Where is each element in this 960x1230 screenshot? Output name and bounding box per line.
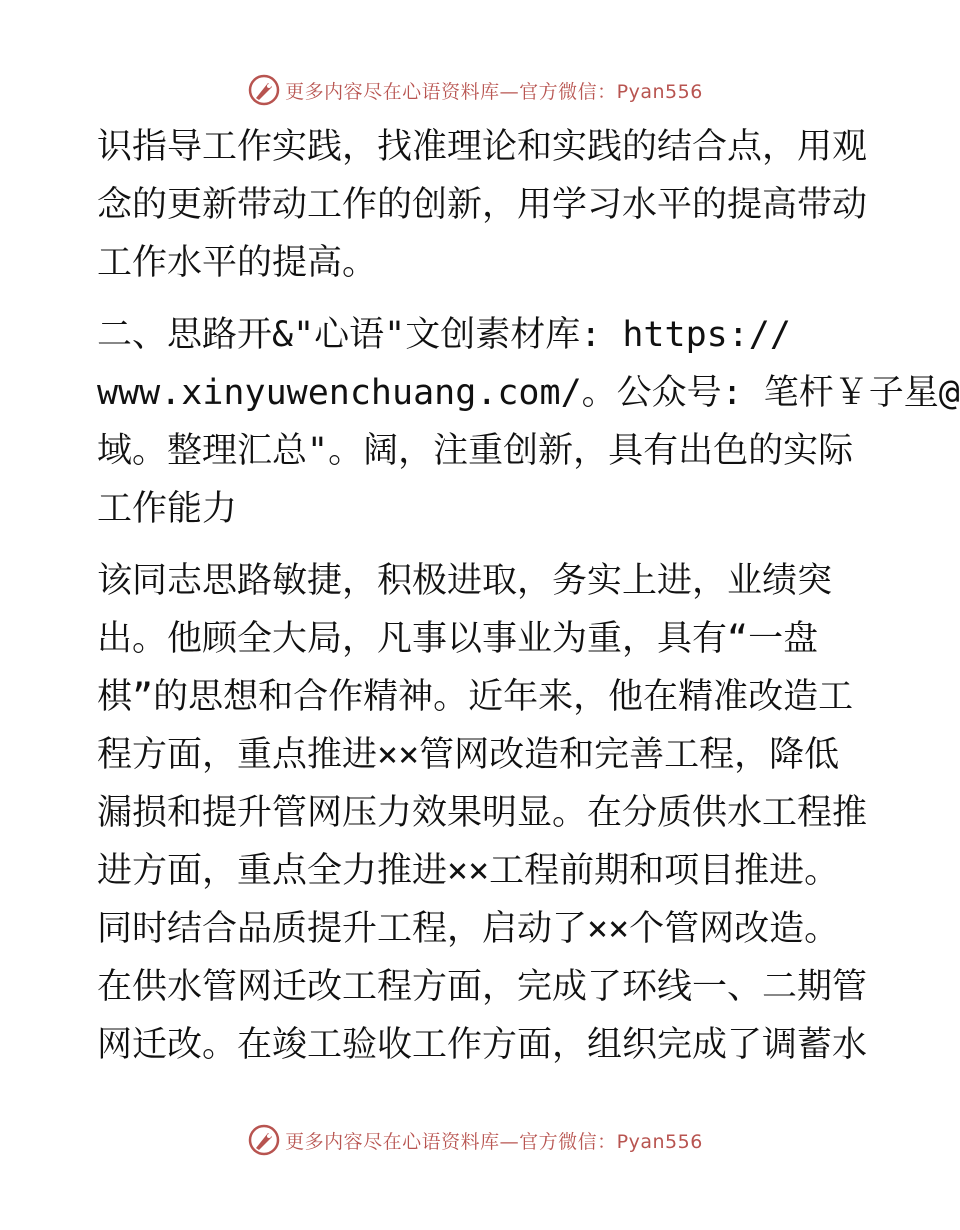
text-line: 二、思路开&"心语"文创素材库: https:// [97, 315, 791, 355]
text-line: 该同志思路敏捷，积极进取，务实上进，业绩突 [97, 561, 833, 601]
text-line: www.xinyuwenchuang.com/。公众号: 笔杆￥子星@ [97, 373, 960, 413]
watermark-text: 更多内容尽在心语资料库—官方微信： [285, 80, 617, 103]
text-line: 工作水平的提高。 [97, 243, 378, 283]
text-line: 识指导工作实践，找准理论和实践的结合点，用观 [97, 127, 868, 167]
document-body [97, 118, 960, 1074]
text-line: 念的更新带动工作的创新，用学习水平的提高带动 [97, 185, 868, 225]
paragraph-3 [97, 552, 868, 1074]
text-line: 在供水管网迁改工程方面，完成了环线一、二期管 [97, 967, 868, 1007]
text-line: 程方面，重点推进××管网改造和完善工程，降低 [97, 735, 840, 775]
text-line: 网迁改。在竣工验收工作方面，组织完成了调蓄水 [97, 1025, 868, 1065]
watermark-wechat-id: Pyan556 [616, 1130, 703, 1153]
text-line: 出。他顾全大局，凡事以事业为重，具有“一盘 [97, 619, 819, 659]
pen-nib-logo-icon [247, 1123, 281, 1157]
text-line: 漏损和提升管网压力效果明显。在分质供水工程推 [97, 793, 868, 833]
footer-watermark [0, 1120, 950, 1160]
paragraph-2 [97, 306, 960, 538]
text-line: 棋”的思想和合作精神。近年来，他在精准改造工 [97, 677, 854, 717]
text-line: 进方面，重点全力推进××工程前期和项目推进。 [97, 851, 840, 891]
text-line: 同时结合品质提升工程，启动了××个管网改造。 [97, 909, 840, 949]
pen-nib-logo-icon [247, 73, 281, 107]
text-line: 工作能力 [97, 489, 238, 529]
header-watermark [0, 70, 950, 110]
watermark-text: 更多内容尽在心语资料库—官方微信： [285, 1130, 617, 1153]
text-line: 域。整理汇总"。阔，注重创新，具有出色的实际 [97, 431, 854, 471]
watermark-wechat-id: Pyan556 [616, 80, 703, 103]
paragraph-1 [97, 118, 868, 292]
